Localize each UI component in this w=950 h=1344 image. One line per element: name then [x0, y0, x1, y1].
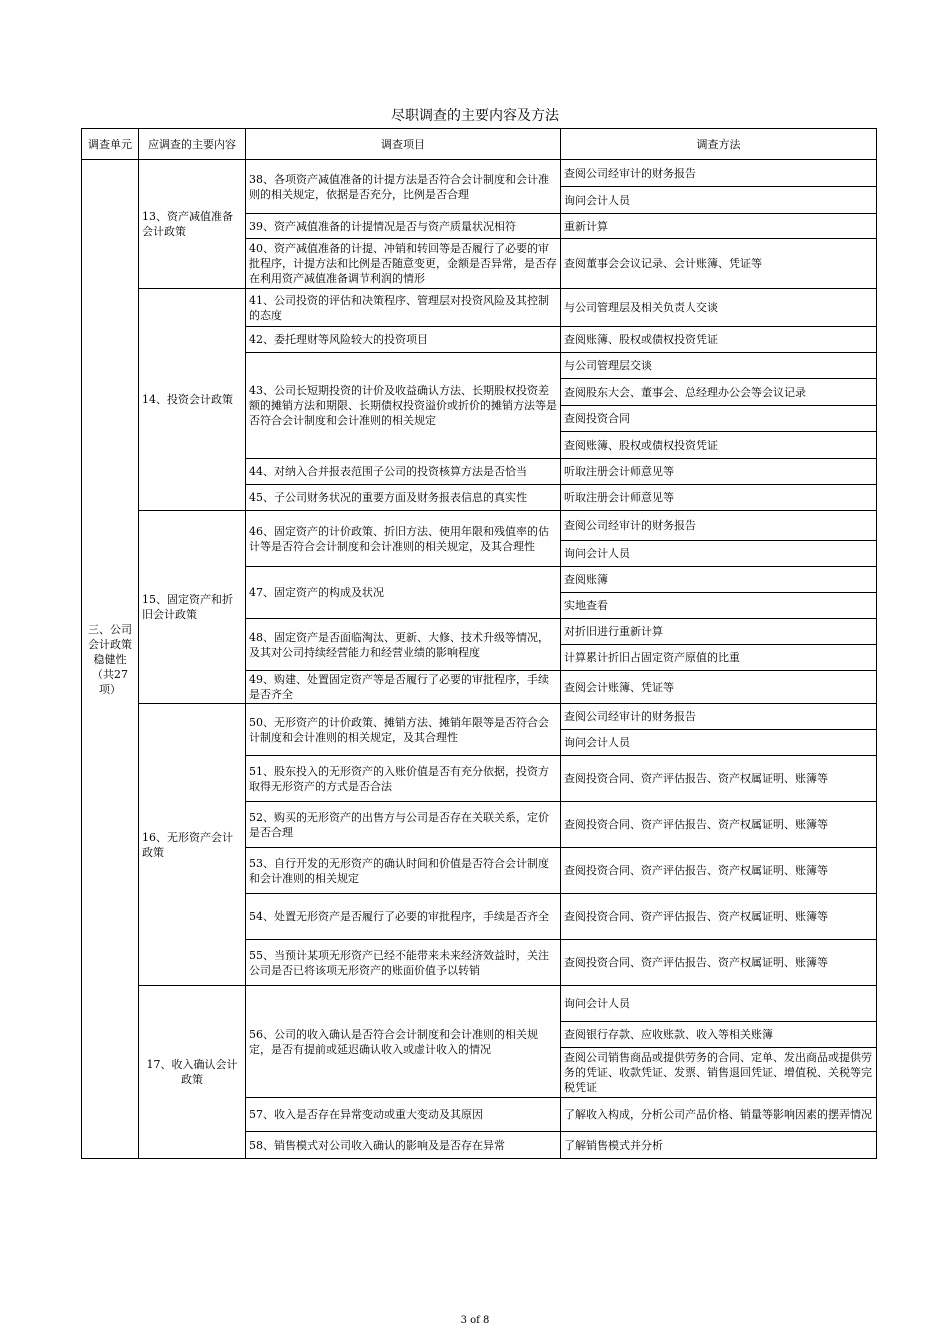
method-cell: 询问会计人员: [561, 986, 877, 1022]
item-cell: 54、处置无形资产是否履行了必要的审批程序，手续是否齐全: [246, 894, 561, 940]
method-cell: 查阅投资合同、资产评估报告、资产权属证明、账簿等: [561, 756, 877, 802]
method-cell: 对折旧进行重新计算: [561, 619, 877, 645]
method-cell: 听取注册会计师意见等: [561, 485, 877, 511]
method-cell: 查阅公司经审计的财务报告: [561, 704, 877, 730]
method-cell: 查阅投资合同、资产评估报告、资产权属证明、账簿等: [561, 940, 877, 986]
item-cell: 51、股东投入的无形资产的入账价值是否有充分依据，投资方取得无形资产的方式是否合法: [246, 756, 561, 802]
item-cell: 41、公司投资的评估和决策程序、管理层对投资风险及其控制的态度: [246, 289, 561, 327]
table-row: [82, 986, 877, 1022]
content-cell: 17、收入确认会计政策: [139, 986, 246, 1159]
method-cell: 查阅账簿、股权或债权投资凭证: [561, 432, 877, 459]
header-item: 调查项目: [246, 129, 561, 160]
table-row: [82, 704, 877, 730]
item-cell: 56、公司的收入确认是否符合会计制度和会计准则的相关规定，是否有提前或延迟确认收入或虚计收入的情况: [246, 986, 561, 1098]
method-cell: 与公司管理层及相关负责人交谈: [561, 289, 877, 327]
page-title: 尽职调查的主要内容及方法: [391, 108, 559, 124]
method-cell: 实地查看: [561, 593, 877, 619]
method-cell: 听取注册会计师意见等: [561, 459, 877, 485]
method-cell: 计算累计折旧占固定资产原值的比重: [561, 645, 877, 671]
table-header-row: [82, 129, 877, 160]
method-cell: 询问会计人员: [561, 187, 877, 214]
item-cell: 38、各项资产减值准备的计提方法是否符合会计制度和会计准则的相关规定，依据是否充分，比例是否合理: [246, 160, 561, 214]
method-cell: 了解收入构成，分析公司产品价格、销量等影响因素的摆弄情况: [561, 1098, 877, 1132]
item-cell: 55、当预计某项无形资产已经不能带来未来经济效益时，关注公司是否已将该项无形资产的账面价值予以转销: [246, 940, 561, 986]
due-diligence-table: [81, 128, 877, 1159]
item-cell: 46、固定资产的计价政策、折旧方法、使用年限和残值率的估计等是否符合会计制度和会计准则的相关规定，及其合理性: [246, 511, 561, 567]
item-cell: 58、销售模式对公司收入确认的影响及是否存在异常: [246, 1132, 561, 1159]
content-cell: 16、无形资产会计政策: [139, 704, 246, 986]
item-cell: 47、固定资产的构成及状况: [246, 567, 561, 619]
method-cell: 询问会计人员: [561, 730, 877, 756]
header-unit: 调查单元: [82, 129, 139, 160]
method-cell: 查阅公司销售商品或提供劳务的合同、定单、发出商品或提供劳务的凭证、收款凭证、发票、销售退回凭证、增值税、关税等完税凭证: [561, 1048, 877, 1098]
method-cell: 了解销售模式并分析: [561, 1132, 877, 1159]
table-row: [82, 160, 877, 187]
method-cell: 查阅投资合同: [561, 406, 877, 432]
content-cell: 15、固定资产和折旧会计政策: [139, 511, 246, 704]
method-cell: 与公司管理层交谈: [561, 353, 877, 379]
content-cell: 13、资产减值准备会计政策: [139, 160, 246, 289]
item-cell: 48、固定资产是否面临淘汰、更新、大修、技术升级等情况，及其对公司持续经营能力和经营业绩的影响程度: [246, 619, 561, 671]
header-method: 调查方法: [561, 129, 877, 160]
method-cell: 重新计算: [561, 214, 877, 239]
item-cell: 49、购建、处置固定资产等是否履行了必要的审批程序，手续是否齐全: [246, 671, 561, 704]
method-cell: 查阅董事会会议记录、会计账簿、凭证等: [561, 239, 877, 289]
unit-cell: 三、公司会计政策稳健性（共27项）: [82, 160, 139, 1159]
item-cell: 57、收入是否存在异常变动或重大变动及其原因: [246, 1098, 561, 1132]
item-cell: 39、资产减值准备的计提情况是否与资产质量状况相符: [246, 214, 561, 239]
method-cell: 查阅公司经审计的财务报告: [561, 160, 877, 187]
method-cell: 查阅股东大会、董事会、总经理办公会等会议记录: [561, 379, 877, 406]
page-number: 3 of 8: [460, 1315, 490, 1326]
table-body: [82, 160, 877, 1159]
method-cell: 查阅银行存款、应收账款、收入等相关账簿: [561, 1022, 877, 1048]
method-cell: 询问会计人员: [561, 541, 877, 567]
item-cell: 53、自行开发的无形资产的确认时间和价值是否符合会计制度和会计准则的相关规定: [246, 848, 561, 894]
item-cell: 43、公司长短期投资的计价及收益确认方法、长期股权投资差额的摊销方法和期限、长期债权投资溢价或折价的摊销方法等是否符合会计制度和会计准则的相关规定: [246, 353, 561, 459]
method-cell: 查阅公司经审计的财务报告: [561, 511, 877, 541]
method-cell: 查阅投资合同、资产评估报告、资产权属证明、账簿等: [561, 802, 877, 848]
method-cell: 查阅账簿、股权或债权投资凭证: [561, 327, 877, 353]
item-cell: 42、委托理财等风险较大的投资项目: [246, 327, 561, 353]
table-row: [82, 511, 877, 541]
item-cell: 45、子公司财务状况的重要方面及财务报表信息的真实性: [246, 485, 561, 511]
method-cell: 查阅账簿: [561, 567, 877, 593]
item-cell: 52、购买的无形资产的出售方与公司是否存在关联关系，定价是否合理: [246, 802, 561, 848]
item-cell: 44、对纳入合并报表范围子公司的投资核算方法是否恰当: [246, 459, 561, 485]
table-row: [82, 289, 877, 327]
header-content: 应调查的主要内容: [139, 129, 246, 160]
item-cell: 40、资产减值准备的计提、冲销和转回等是否履行了必要的审批程序，计提方法和比例是否随意变更，金额是否异常，是否存在利用资产减值准备调节利润的情形: [246, 239, 561, 289]
method-cell: 查阅投资合同、资产评估报告、资产权属证明、账簿等: [561, 848, 877, 894]
content-cell: 14、投资会计政策: [139, 289, 246, 511]
method-cell: 查阅会计账簿、凭证等: [561, 671, 877, 704]
method-cell: 查阅投资合同、资产评估报告、资产权属证明、账簿等: [561, 894, 877, 940]
item-cell: 50、无形资产的计价政策、摊销方法、摊销年限等是否符合会计制度和会计准则的相关规定，及其合理性: [246, 704, 561, 756]
